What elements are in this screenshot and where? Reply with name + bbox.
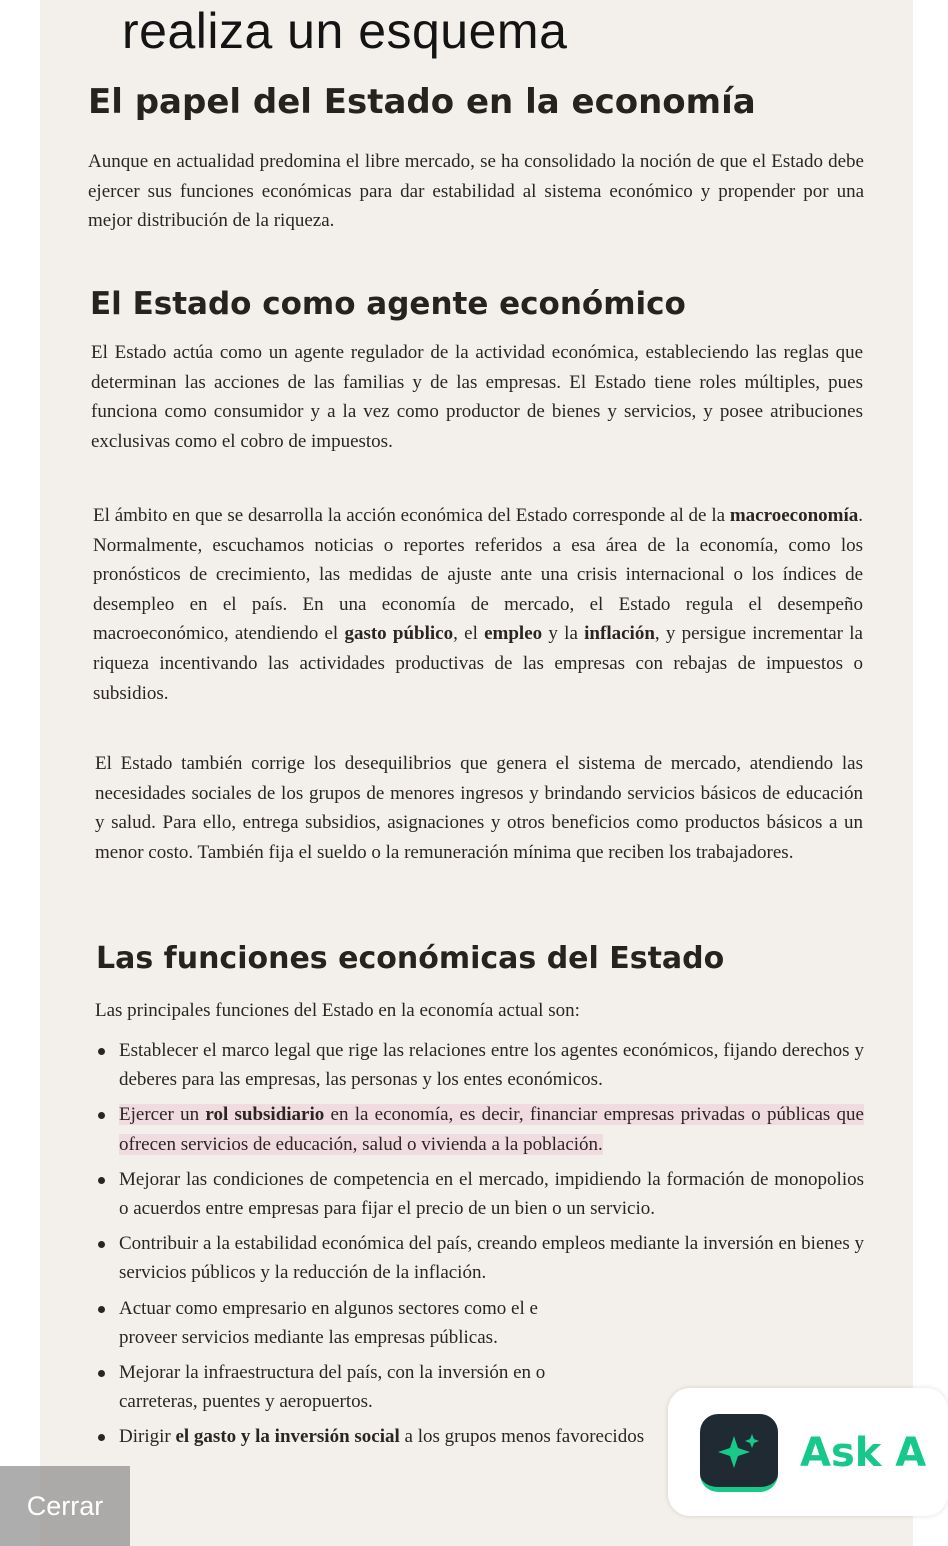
list-item: Contribuir a la estabilidad económica del país, creando empleos mediante la inversión en bienes y servicios públicos y la reducción de la inflación.	[96, 1229, 864, 1287]
list-item: Actuar como empresario en algunos sectores como el e proveer servicios mediante las empresas públicas.	[96, 1294, 864, 1352]
bullet-icon	[98, 1434, 105, 1441]
list-item: Dirigir el gasto y la inversión social a los grupos menos favorecidos	[96, 1422, 864, 1451]
paragraph-desequilibrios: El Estado también corrige los desequilibrios que genera el sistema de mercado, atendiendo las necesidades sociales de los grupos de menores ingresos y brindando servicios básicos de educación y salud. Para ello, entrega subsidios, asignaciones y otros beneficios como productos básicos a un menor costo. También fija el sueldo o la remuneración mínima que reciben los trabajadores.	[95, 753, 863, 863]
bullet-icon	[98, 1177, 105, 1184]
list-item-highlighted: Ejercer un rol subsidiario en la economía, es decir, financiar empresas privadas o públicas que ofrecen servicios de educación, salud o vivienda a la población.	[96, 1100, 864, 1158]
section-heading-agente: El Estado como agente económico	[90, 286, 686, 322]
overlay-caption: realiza un esquema	[122, 3, 568, 59]
bullet-icon	[98, 1048, 105, 1055]
intro-paragraph: Aunque en actualidad predomina el libre mercado, se ha consolidado la noción de que el Estado debe ejercer sus funciones económicas para dar estabilidad al sistema económico y propender por una mejor distribución de la riqueza.	[88, 151, 864, 231]
sparkle-icon-glyph	[714, 1432, 764, 1470]
bullet-icon	[98, 1112, 105, 1119]
bullet-icon	[98, 1306, 105, 1313]
paragraph-macroeconomia: El ámbito en que se desarrolla la acción económica del Estado corresponde al de la macroeconomía. Normalmente, escuchamos noticias o reportes referidos a esa área de la economía, como los pronósticos de crecimiento, las medidas de ajuste ante una crisis internacional o los índices de desempleo en el país. En una economía de mercado, el Estado regula el desempeño macroeconómico, atendiendo el gasto público, el empleo y la inflación, y persigue incrementar la riqueza incentivando las actividades productivas de las empresas con rebajas de impuestos o subsidios.	[93, 505, 863, 704]
paragraph-agente-1: El Estado actúa como un agente regulador de la actividad económica, estableciendo las reglas que determinan las acciones de las familias y de las empresas. El Estado tiene roles múltiples, pues funciona como consumidor y a la vez como productor de bienes y servicios, y posee atribuciones exclusivas como el cobro de impuestos.	[91, 342, 863, 452]
bullet-icon	[98, 1241, 105, 1248]
term-macroeconomia: macroeconomía	[729, 505, 859, 526]
list-item: Mejorar las condiciones de competencia en el mercado, impidiendo la formación de monopolios o acuerdos entre empresas para fijar el precio de un bien o un servicio.	[96, 1165, 864, 1223]
list-item: Mejorar la infraestructura del país, con la inversión en o carreteras, puentes y aeropuertos.	[96, 1358, 864, 1416]
term-empleo: empleo	[484, 623, 543, 645]
close-button[interactable]: Cerrar	[0, 1466, 130, 1546]
term-gasto-publico: gasto público	[344, 623, 454, 645]
sparkle-icon[interactable]	[700, 1414, 778, 1492]
funciones-intro: Las principales funciones del Estado en la economía actual son:	[95, 1000, 580, 1021]
page-title: El papel del Estado en la economía	[88, 82, 756, 122]
ask-ai-label[interactable]: Ask A	[800, 1430, 927, 1476]
bullet-icon	[98, 1370, 105, 1377]
list-item: Establecer el marco legal que rige las relaciones entre los agentes económicos, fijando derechos y deberes para las empresas, las personas y los entes económicos.	[96, 1036, 864, 1094]
section-heading-funciones: Las funciones económicas del Estado	[96, 941, 725, 976]
term-inflacion: inflación	[584, 623, 655, 645]
